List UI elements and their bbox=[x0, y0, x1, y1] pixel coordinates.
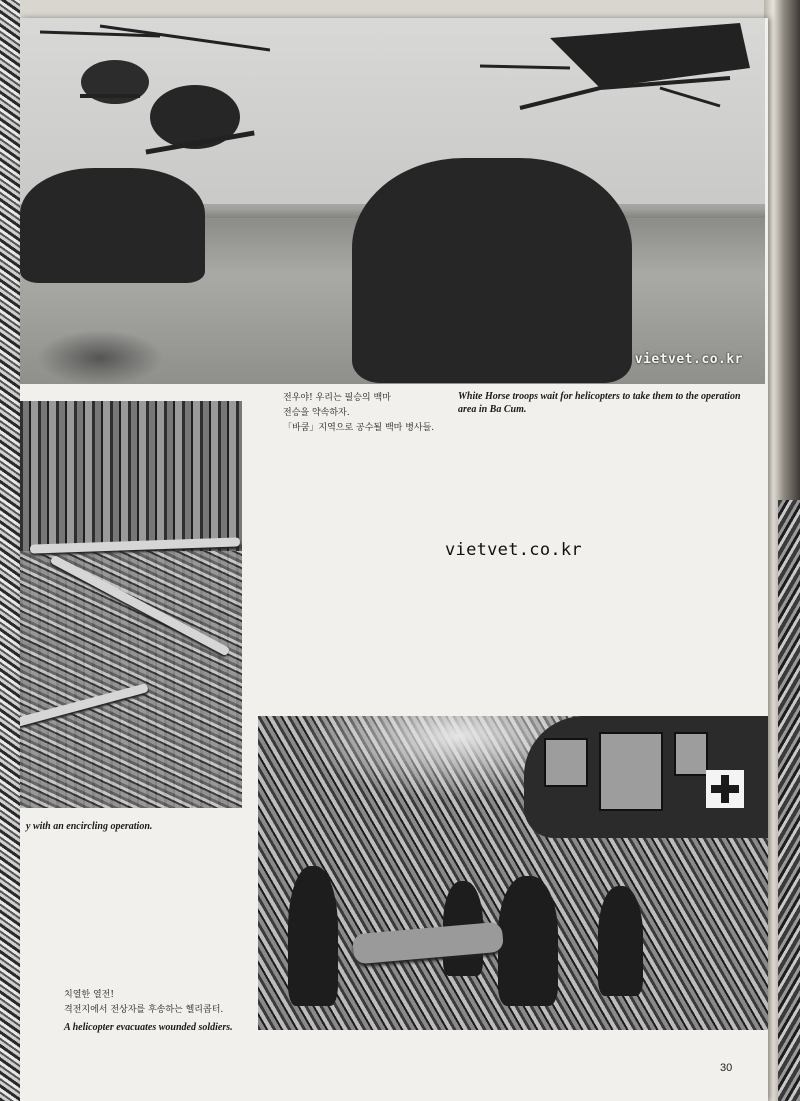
top-caption-english: White Horse troops wait for helicopters to take them to the operation area in Ba Cum. bbox=[458, 391, 741, 415]
magazine-page bbox=[20, 18, 768, 1101]
soldier-group-left bbox=[20, 168, 205, 283]
medevac-helicopter bbox=[524, 716, 768, 838]
right-binding-edge bbox=[764, 0, 800, 1101]
top-caption-korean bbox=[283, 391, 463, 436]
soldier-figure bbox=[498, 876, 558, 1006]
helicopter-left-icon bbox=[40, 22, 270, 172]
troops-helicopter-photo bbox=[20, 18, 765, 384]
red-cross-icon bbox=[706, 770, 744, 808]
caption-line: 전승을 약속하자. bbox=[283, 408, 350, 418]
soldier-figure bbox=[288, 866, 338, 1006]
medevac-caption-english: A helicopter evacuates wounded soldiers. bbox=[64, 1022, 233, 1033]
medevac-caption-korean bbox=[64, 988, 264, 1018]
jungle-photo bbox=[20, 401, 242, 808]
center-watermark: vietvet.co.kr bbox=[445, 540, 582, 560]
jungle-caption-english: y with an encircling operation. bbox=[26, 821, 153, 832]
photo-watermark: vietvet.co.kr bbox=[634, 352, 743, 367]
caption-line: 전우야! 우리는 필승의 백마 bbox=[283, 393, 391, 403]
left-binding-edge bbox=[0, 0, 20, 1101]
soldier-figure bbox=[598, 886, 643, 996]
helicopter-right-icon bbox=[480, 18, 765, 128]
caption-line: 격전지에서 전상자를 후송하는 헬리콥터. bbox=[64, 1005, 224, 1015]
medevac-photo bbox=[258, 716, 768, 1030]
caption-line: 「바쿰」지역으로 공수될 백마 병사들. bbox=[283, 423, 435, 433]
page-number: 30 bbox=[720, 1062, 733, 1074]
caption-line: 치열한 열전! bbox=[64, 990, 114, 1000]
soldier-group-right bbox=[352, 158, 632, 383]
